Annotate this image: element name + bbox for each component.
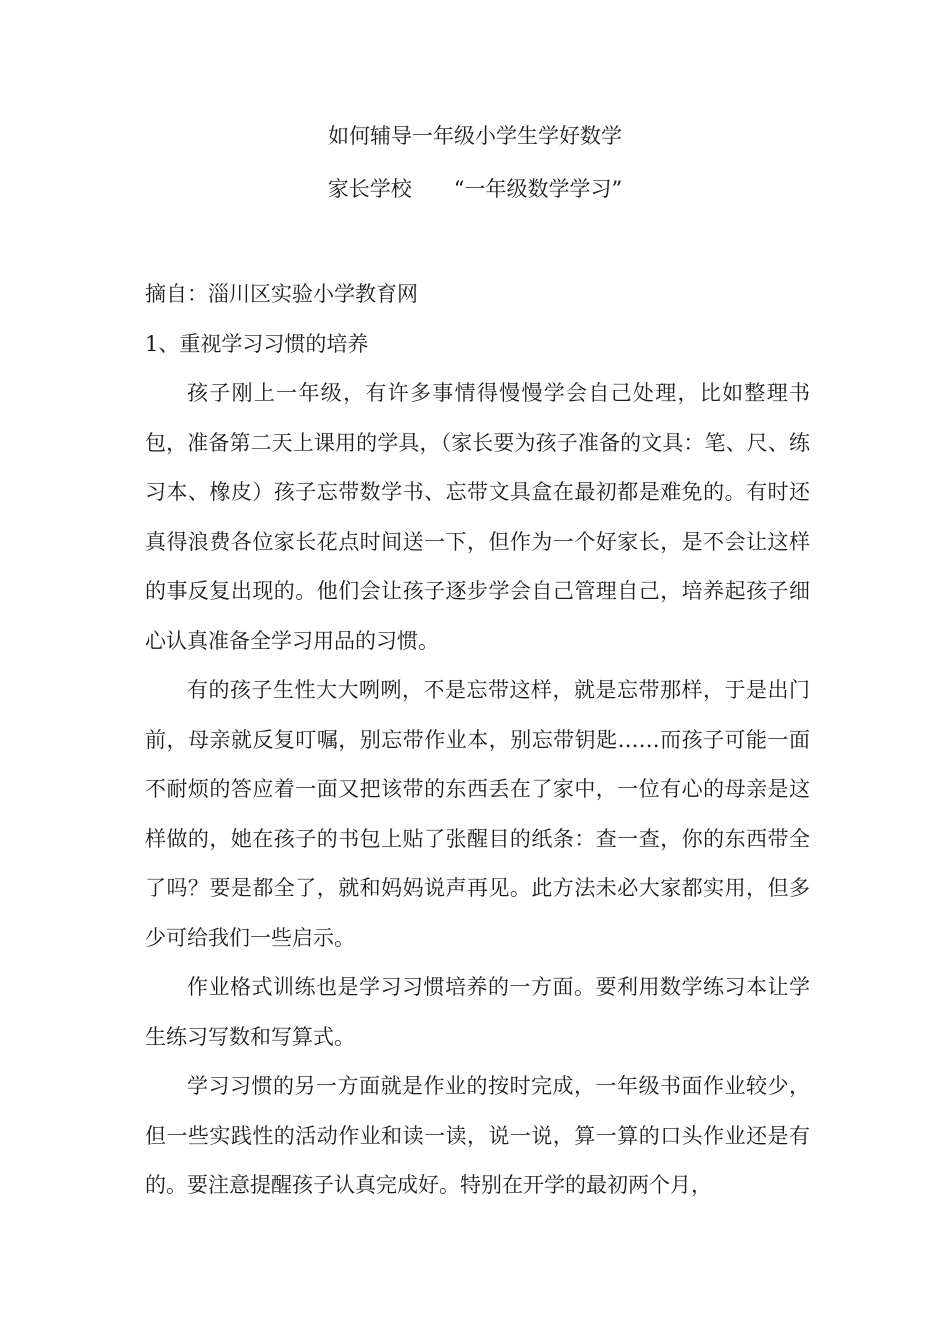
paragraph-4: 学习习惯的另一方面就是作业的按时完成，一年级书面作业较少，但一些实践性的活动作业和读一读，说一说，算一算的口头作业还是有的。要注意提醒孩子认真完成好。特别在开学的最初两个月， [145, 1074, 810, 1197]
document-body [145, 270, 810, 1211]
document-subtitle [0, 174, 950, 204]
paragraph-2: 有的孩子生性大大咧咧，不是忘带这样，就是忘带那样，于是出门前，母亲就反复叮嘱，别忘带作业本，别忘带钥匙……而孩子可能一面不耐烦的答应着一面又把该带的东西丢在了家中，一位有心的母亲是这样做的，她在孩子的书包上贴了张醒目的纸条：查一查，你的东西带全了吗？要是都全了，就和妈妈说声再见。此方法未必大家都实用，但多少可给我们一些启示。 [145, 678, 810, 950]
paragraph-1: 孩子刚上一年级，有许多事情得慢慢学会自己处理，比如整理书包，准备第二天上课用的学具，（家长要为孩子准备的文具：笔、尺、练习本、橡皮）孩子忘带数学书、忘带文具盒在最初都是难免的。有时还真得浪费各位家长花点时间送一下，但作为一个好家长，是不会让这样的事反复出现的。他们会让孩子逐步学会自己管理自己，培养起孩子细心认真准备全学习用品的习惯。 [145, 381, 810, 653]
source-line: 摘自：淄川区实验小学教育网 [145, 282, 418, 306]
section-heading: 1、重视学习习惯的培养 [145, 331, 369, 356]
subtitle-left: 家长学校 [327, 177, 412, 201]
subtitle-right: “一年级数学学习” [453, 177, 623, 201]
document-title: 如何辅导一年级小学生学好数学 [328, 124, 622, 148]
paragraph-3: 作业格式训练也是学习习惯培养的一方面。要利用数学练习本让学生练习写数和写算式。 [145, 975, 810, 1049]
